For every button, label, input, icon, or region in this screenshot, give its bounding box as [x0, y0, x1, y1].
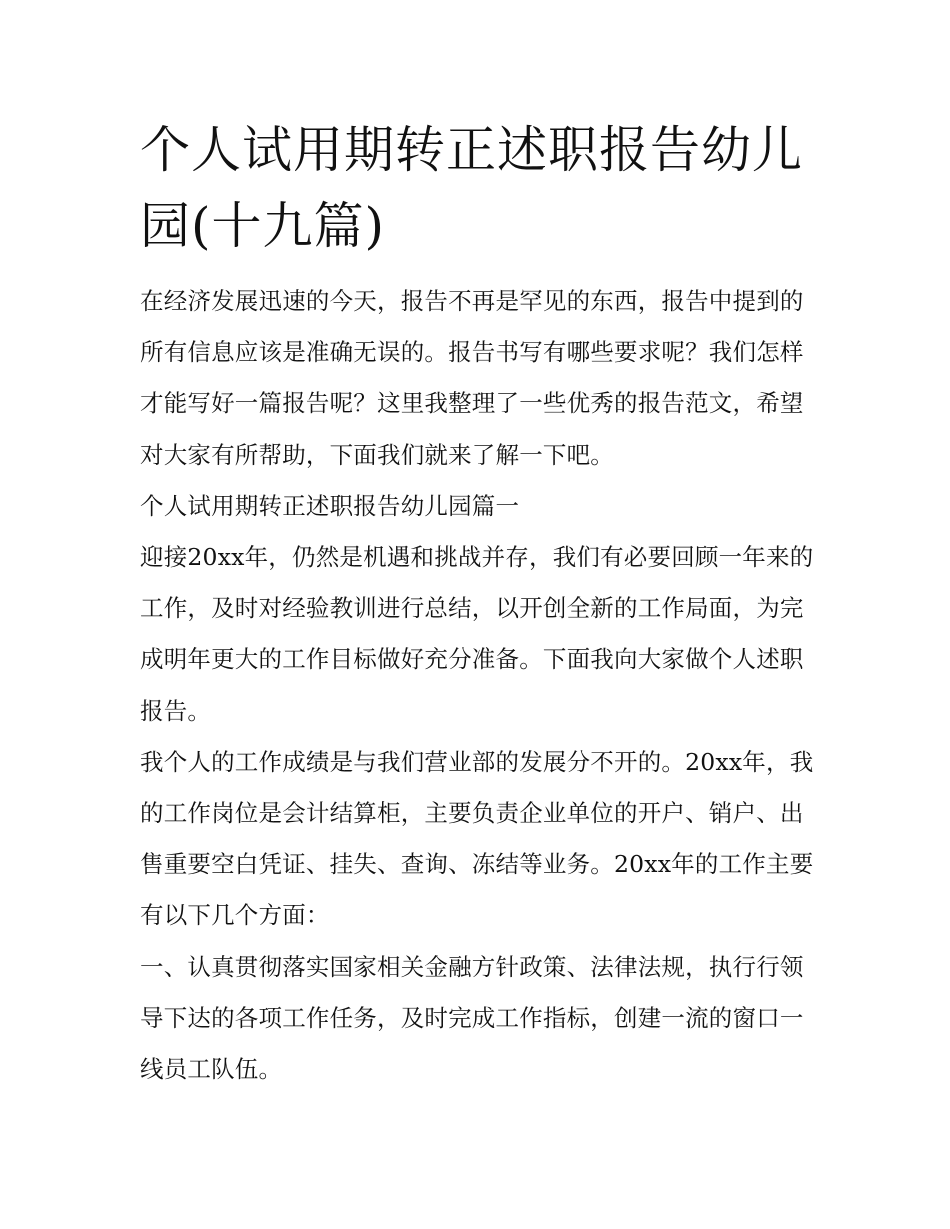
body-paragraph: 迎接20xx年，仍然是机遇和挑战并存，我们有必要回顾一年来的工作，及时对经验教训进行总结，以开创全新的工作局面，为完成明年更大的工作目标做好充分准备。下面我向大家做个人述职报告。: [140, 543, 814, 725]
document-title: 个人试用期转正述职报告幼儿园(十九篇): [140, 121, 803, 255]
document-body: [140, 276, 820, 1095]
body-paragraph: 我个人的工作成绩是与我们营业部的发展分不开的。20xx年，我的工作岗位是会计结算柜，主要负责企业单位的开户、销户、出售重要空白凭证、挂失、查询、冻结等业务。20xx年的工作主要有以下几个方面：: [140, 747, 814, 930]
intro-paragraph: 在经济发展迅速的今天，报告不再是罕见的东西，报告中提到的所有信息应该是准确无误的。报告书写有哪些要求呢？我们怎样才能写好一篇报告呢？这里我整理了一些优秀的报告范文，希望对大家有所帮助，下面我们就来了解一下吧。: [140, 287, 804, 469]
section-heading: 个人试用期转正述职报告幼儿园篇一: [140, 491, 520, 520]
body-paragraph: 一、认真贯彻落实国家相关金融方针政策、法律法规，执行行领导下达的各项工作任务，及时完成工作指标，创建一流的窗口一线员工队伍。: [140, 952, 804, 1084]
